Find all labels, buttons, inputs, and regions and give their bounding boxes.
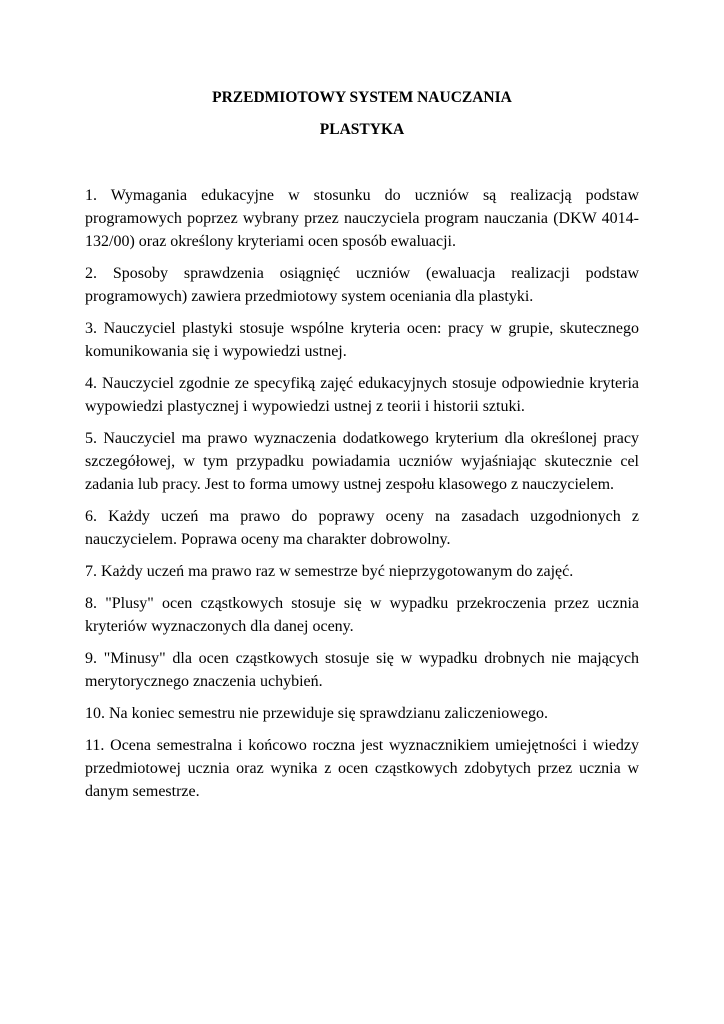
document-subtitle: PLASTYKA (319, 121, 405, 138)
paragraph-5: 5. Nauczyciel ma prawo wyznaczenia dodatkowego kryterium dla określonej pracy szczegółowej, w tym przypadku powiadamia uczniów wyjaśniając skutecznie cel zadania lub pracy. Jest to forma umowy ustnej zespołu klasowego z nauczycielem. (85, 430, 639, 493)
paragraph-8: 8. "Plusy" ocen cząstkowych stosuje się w wypadku przekroczenia przez ucznia kryteriów wyznaczonych dla danej oceny. (85, 595, 639, 635)
document-body (85, 184, 639, 812)
paragraph-3: 3. Nauczyciel plastyki stosuje wspólne kryteria ocen: pracy w grupie, skutecznego komunikowania się i wypowiedzi ustnej. (85, 320, 639, 360)
paragraph-6: 6. Każdy uczeń ma prawo do poprawy oceny na zasadach uzgodnionych z nauczycielem. Poprawa oceny ma charakter dobrowolny. (85, 508, 639, 548)
paragraph-4: 4. Nauczyciel zgodnie ze specyfiką zajęć edukacyjnych stosuje odpowiednie kryteria wypowiedzi plastycznej i wypowiedzi ustnej z teorii i historii sztuki. (85, 375, 639, 415)
document-title: PRZEDMIOTOWY SYSTEM NAUCZANIA (212, 89, 512, 106)
paragraph-1: 1. Wymagania edukacyjne w stosunku do uczniów są realizacją podstaw programowych poprzez wybrany przez nauczyciela program nauczania (DKW 4014-132/00) oraz określony kryteriami ocen sposób ewaluacji. (85, 187, 639, 250)
paragraph-2: 2. Sposoby sprawdzenia osiągnięć uczniów (ewaluacja realizacji podstaw programowych) zawiera przedmiotowy system oceniania dla plastyki. (85, 265, 639, 305)
paragraph-11: 11. Ocena semestralna i końcowo roczna jest wyznacznikiem umiejętności i wiedzy przedmiotowej ucznia oraz wynika z ocen cząstkowych zdobytych przez ucznia w danym semestrze. (85, 737, 639, 800)
paragraph-10: 10. Na koniec semestru nie przewiduje się sprawdzianu zaliczeniowego. (85, 705, 548, 722)
paragraph-7: 7. Każdy uczeń ma prawo raz w semestrze być nieprzygotowanym do zajęć. (85, 563, 574, 580)
paragraph-9: 9. "Minusy" dla ocen cząstkowych stosuje się w wypadku drobnych nie mających merytorycznego znaczenia uchybień. (85, 650, 639, 690)
